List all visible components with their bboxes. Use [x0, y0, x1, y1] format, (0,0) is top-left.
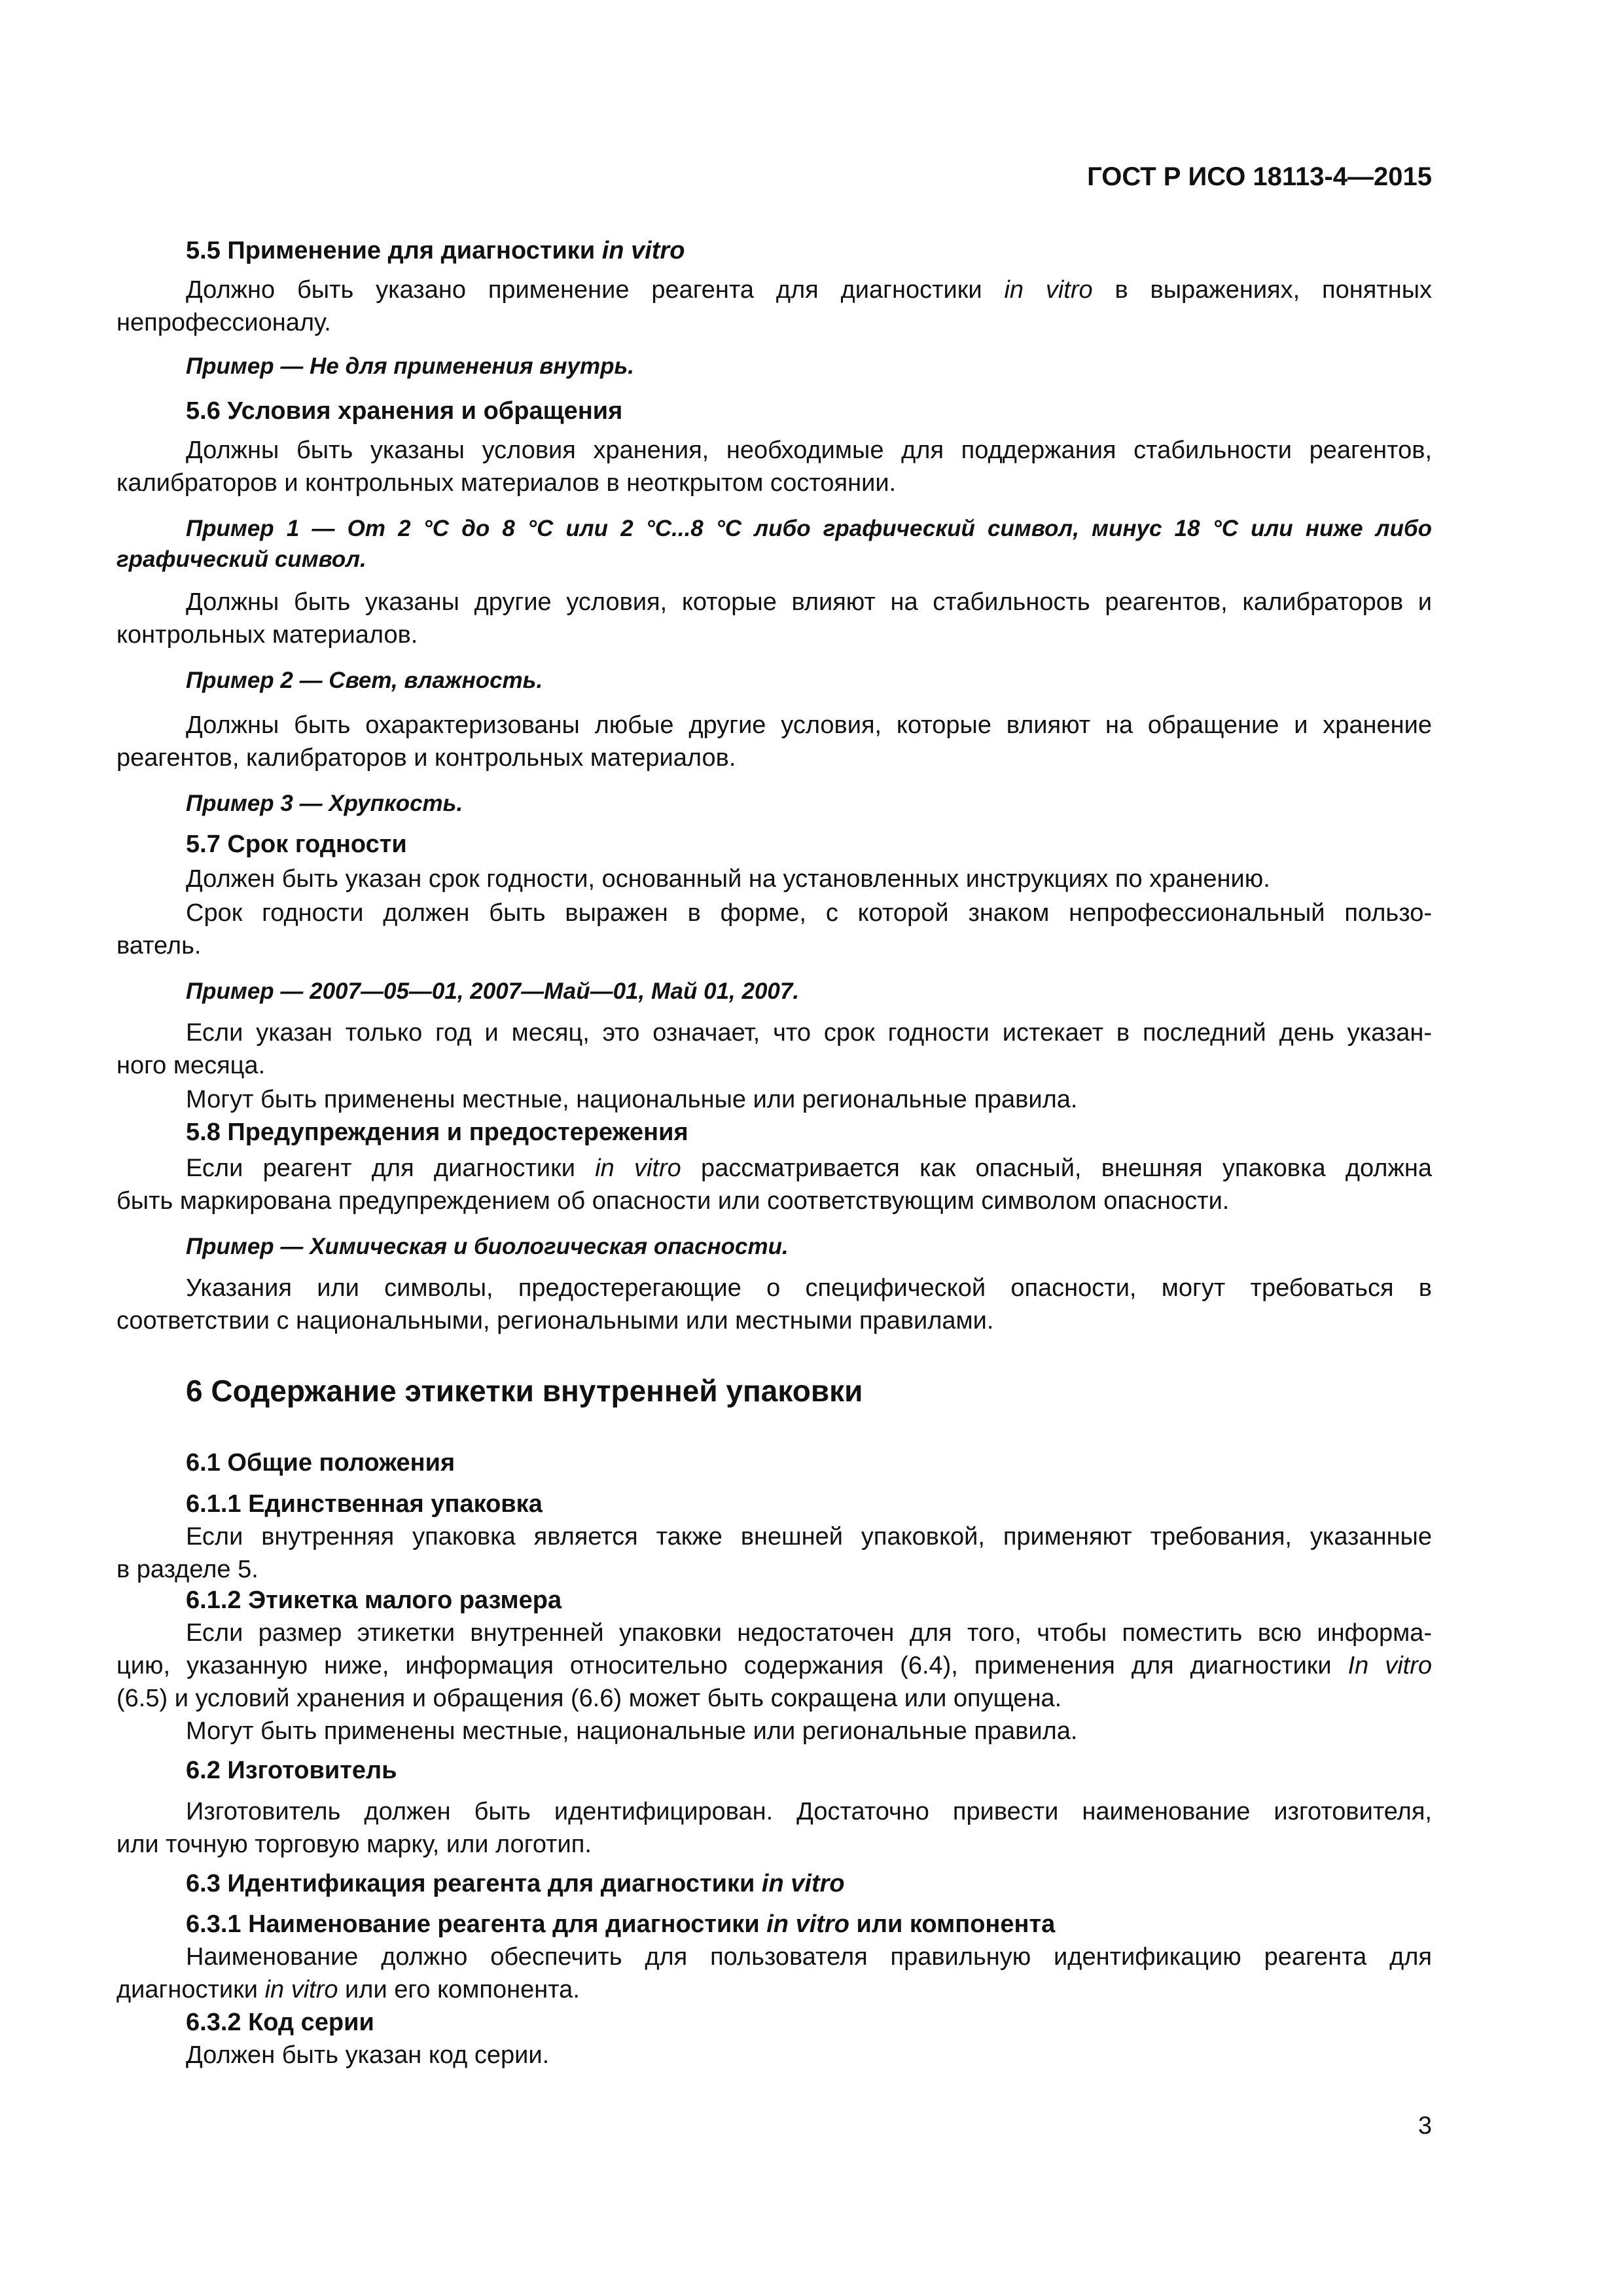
paragraph-line: быть маркирована предупреждением об опасности или соответствующим символом опасности. [116, 1187, 1230, 1215]
paragraph-line: Должно быть указано применение реагента для диагностики in vitro в выражениях, понятных [186, 276, 1433, 304]
paragraph-line: цию, указанную ниже, информация относительно содержания (6.4), применения для диагностики In vitro [116, 1652, 1432, 1679]
section-heading: 6.1 Общие положения [186, 1449, 455, 1477]
section-heading: 5.8 Предупреждения и предостережения [186, 1119, 688, 1146]
section-heading: 5.5 Применение для диагностики in vitro [186, 237, 685, 264]
paragraph-line: Если указан только год и месяц, это означает, что срок годности истекает в последний день указан- [186, 1019, 1432, 1047]
paragraph-line: контрольных материалов. [116, 621, 418, 649]
example-note: Пример — Не для применения внутрь. [186, 353, 635, 379]
subsection-heading: 6.1.1 Единственная упаковка [186, 1490, 543, 1518]
standard-designation: ГОСТ Р ИСО 18113-4—2015 [1087, 162, 1432, 191]
section-heading: 5.6 Условия хранения и обращения [186, 397, 623, 425]
section-heading: 5.7 Срок годности [186, 831, 407, 858]
paragraph-line: Должны быть указаны другие условия, которые влияют на стабильность реагентов, калибраторов и [186, 588, 1432, 616]
paragraph-line: Наименование должно обеспечить для пользователя правильную идентификацию реагента для [186, 1943, 1432, 1971]
page-number: 3 [1418, 2112, 1432, 2140]
paragraph-line: Если внутренняя упаковка является также внешней упаковкой, применяют требования, указанные [186, 1523, 1432, 1551]
paragraph-line: Должен быть указан код серии. [186, 2041, 550, 2069]
paragraph-line: Изготовитель должен быть идентифицирован. Достаточно привести наименование изготовителя, [186, 1798, 1432, 1825]
paragraph-line: Срок годности должен быть выражен в форме, с которой знаком непрофессиональный пользо- [186, 899, 1432, 927]
paragraph-line: диагностики in vitro или его компонента. [116, 1976, 580, 2003]
paragraph-line: соответствии с национальными, региональными или местными правилами. [116, 1307, 994, 1335]
example-note: Пример 1 — От 2 °С до 8 °С или 2 °С...8 °С либо графический символ, минус 18 °С или ниже либо [186, 516, 1432, 541]
subsection-heading: 6.3.2 Код серии [186, 2009, 374, 2036]
paragraph-line: в разделе 5. [116, 1556, 259, 1583]
paragraph-line: Могут быть применены местные, национальные или региональные правила. [186, 1086, 1078, 1113]
paragraph-line: Указания или символы, предостерегающие о специфической опасности, могут требоваться в [186, 1274, 1432, 1302]
paragraph-line: Должны быть охарактеризованы любые другие условия, которые влияют на обращение и хранение [186, 711, 1432, 739]
example-note: графический символ. [116, 547, 366, 572]
subsection-heading: 6.3.1 Наименование реагента для диагностики in vitro или компонента [186, 1910, 1056, 1938]
paragraph-line: реагентов, калибраторов и контрольных материалов. [116, 744, 736, 772]
paragraph-line: непрофессионалу. [116, 309, 331, 336]
paragraph-line: калибраторов и контрольных материалов в неоткрытом состоянии. [116, 469, 897, 497]
paragraph-line: ватель. [116, 932, 202, 960]
paragraph-line: Должны быть указаны условия хранения, необходимые для поддержания стабильности реагентов, [186, 437, 1432, 464]
paragraph-line: Должен быть указан срок годности, основанный на установленных инструкциях по хранению. [186, 865, 1270, 893]
example-note: Пример — Химическая и биологическая опасности. [186, 1234, 789, 1259]
example-note: Пример 2 — Свет, влажность. [186, 668, 543, 693]
example-note: Пример — 2007—05—01, 2007—Май—01, Май 01, 2007. [186, 978, 800, 1004]
subsection-heading: 6.1.2 Этикетка малого размера [186, 1587, 562, 1614]
example-note: Пример 3 — Хрупкость. [186, 791, 463, 816]
chapter-heading: 6 Содержание этикетки внутренней упаковки [186, 1374, 863, 1408]
paragraph-line: Если размер этикетки внутренней упаковки недостаточен для того, чтобы поместить всю информа- [186, 1619, 1432, 1647]
paragraph-line: или точную торговую марку, или логотип. [116, 1831, 592, 1858]
paragraph-line: (6.5) и условий хранения и обращения (6.6) может быть сокращена или опущена. [116, 1685, 1062, 1712]
paragraph-line: Могут быть применены местные, национальные или региональные правила. [186, 1717, 1078, 1745]
paragraph-line: Если реагент для диагностики in vitro рассматривается как опасный, внешняя упаковка должна [186, 1155, 1433, 1182]
paragraph-line: ного месяца. [116, 1052, 266, 1079]
section-heading: 6.2 Изготовитель [186, 1757, 397, 1784]
section-heading: 6.3 Идентификация реагента для диагностики in vitro [186, 1870, 845, 1897]
